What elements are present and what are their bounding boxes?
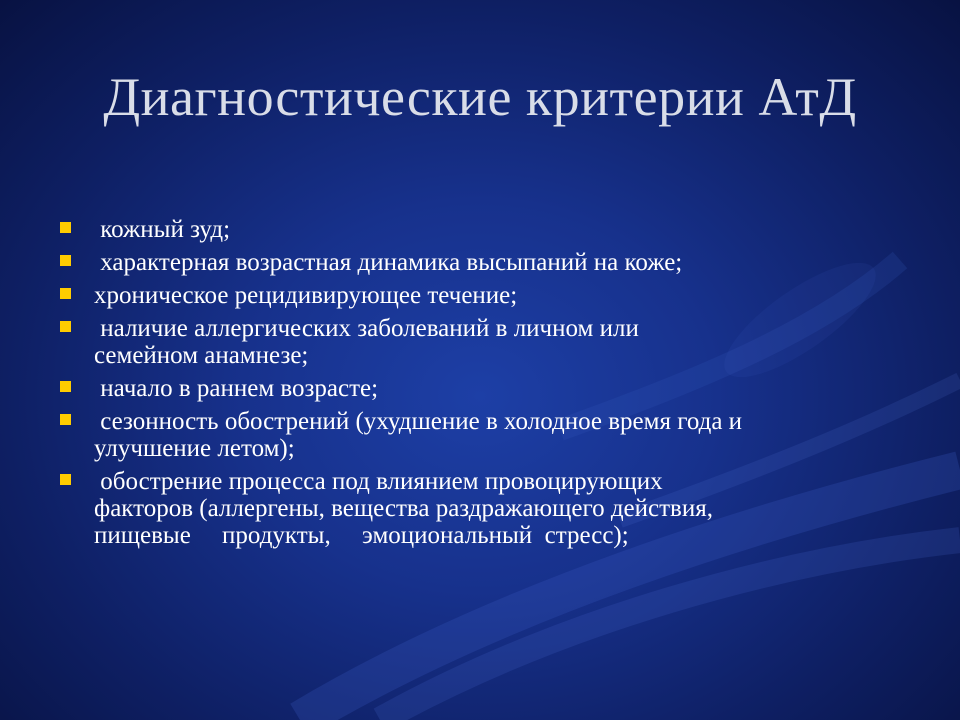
list-item bbox=[60, 249, 910, 276]
square-bullet-icon bbox=[60, 288, 71, 299]
square-bullet-icon bbox=[60, 222, 71, 233]
list-item bbox=[60, 375, 910, 402]
square-bullet-icon bbox=[60, 381, 71, 392]
list-item bbox=[60, 315, 910, 369]
list-item bbox=[60, 282, 910, 309]
list-item-text: сезонность обострений (ухудшение в холодное время года и улучшение летом); bbox=[94, 408, 743, 462]
list-item bbox=[60, 408, 910, 462]
list-item-text: наличие аллергических заболеваний в личном или семейном анамнезе; bbox=[94, 315, 639, 369]
square-bullet-icon bbox=[60, 321, 71, 332]
list-item-text: начало в раннем возрасте; bbox=[94, 375, 379, 402]
list-item bbox=[60, 216, 910, 243]
list-item-text: кожный зуд; bbox=[94, 216, 231, 243]
slide-title: Диагностические критерии АтД bbox=[103, 67, 857, 127]
list-item-text: характерная возрастная динамика высыпаний на коже; bbox=[94, 249, 683, 276]
criteria-list bbox=[60, 216, 910, 555]
square-bullet-icon bbox=[60, 255, 71, 266]
list-item bbox=[60, 468, 910, 549]
square-bullet-icon bbox=[60, 414, 71, 425]
list-item-text: обострение процесса под влиянием провоцирующих факторов (аллергены, вещества раздражающего действия, пищевые продукты, эмоциональный стресс); bbox=[94, 468, 713, 549]
square-bullet-icon bbox=[60, 474, 71, 485]
list-item-text: хроническое рецидивирующее течение; bbox=[94, 282, 518, 309]
